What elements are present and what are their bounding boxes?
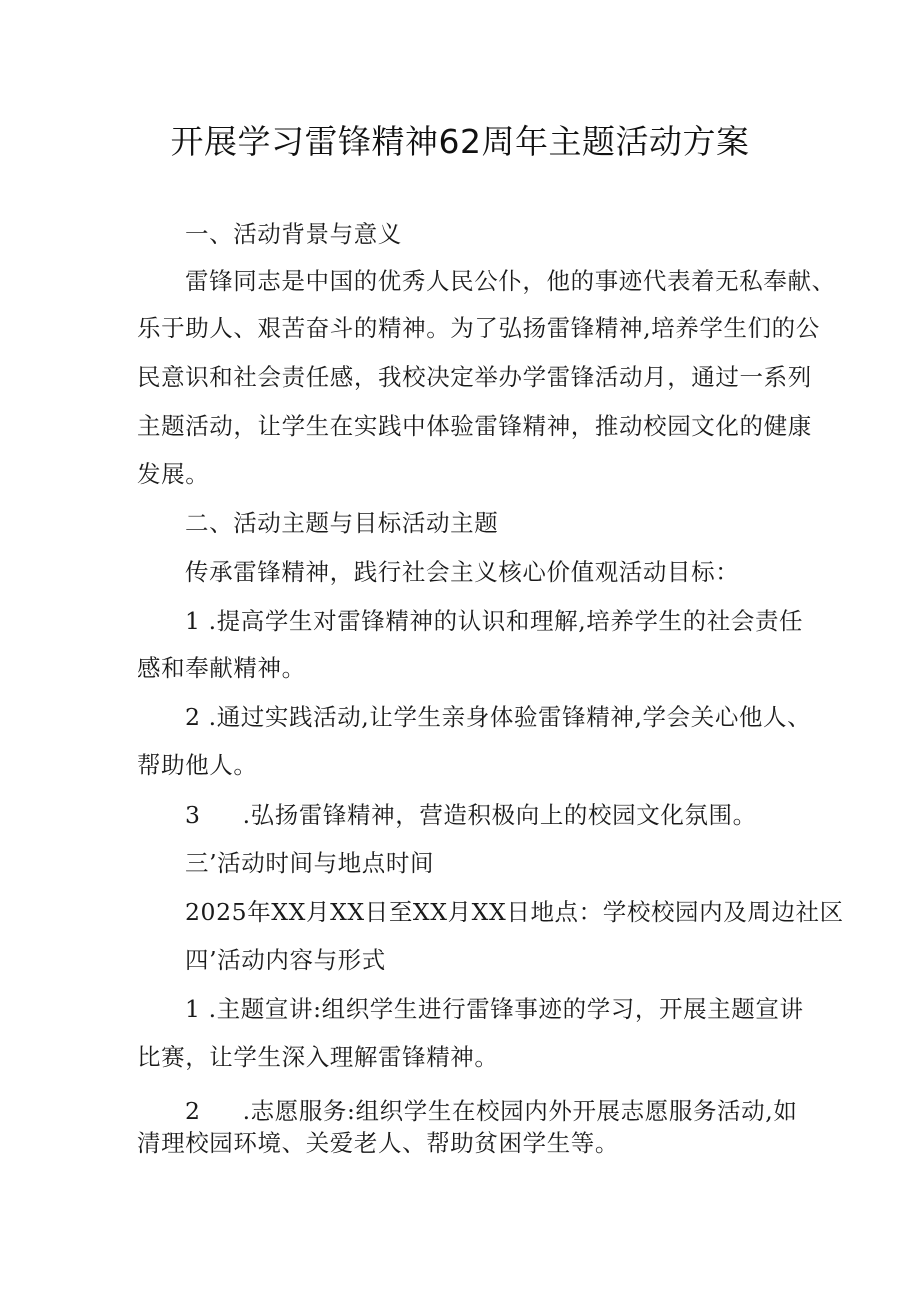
document-title: 开展学习雷锋精神62周年主题活动方案 bbox=[170, 122, 750, 161]
list-item-line bbox=[185, 1096, 797, 1126]
paragraph-line: 主题活动，让学生在实践中体验雷锋精神，推动校园文化的健康 bbox=[137, 412, 812, 440]
paragraph-line: 民意识和社会责任感，我校决定举办学雷锋活动月，通过一系列 bbox=[137, 363, 812, 391]
list-item-number: 2 bbox=[185, 1097, 201, 1125]
section-heading-4: 四’活动内容与形式 bbox=[185, 946, 386, 974]
list-item-line: 1 .提高学生对雷锋精神的认识和理解,培养学生的社会责任 bbox=[185, 607, 804, 635]
list-item-line: 1 .主题宣讲:组织学生进行雷锋事迹的学习，开展主题宣讲 bbox=[185, 995, 804, 1023]
list-item-line: 帮助他人。 bbox=[137, 751, 258, 779]
paragraph-line: 传承雷锋精神，践行社会主义核心价值观活动目标： bbox=[185, 558, 740, 586]
list-item-text: .弘扬雷锋精神，营造积极向上的校园文化氛围。 bbox=[242, 801, 757, 829]
list-item-line: 2 .通过实践活动,让学生亲身体验雷锋精神,学会关心他人、 bbox=[185, 703, 812, 731]
list-item-number: 3 bbox=[185, 801, 201, 829]
section-heading-1: 一、活动背景与意义 bbox=[185, 220, 402, 248]
section-heading-3: 三’活动时间与地点时间 bbox=[185, 849, 435, 877]
list-item-line: 清理校园环境、关爱老人、帮助贫困学生等。 bbox=[137, 1129, 619, 1157]
paragraph-line: 2025年XX月XX日至XX月XX日地点：学校校园内及周边社区 bbox=[185, 898, 844, 926]
paragraph-line: 发展。 bbox=[137, 460, 210, 488]
list-item-text: .志愿服务:组织学生在校园内外开展志愿服务活动,如 bbox=[242, 1097, 798, 1125]
list-item-line bbox=[185, 800, 757, 830]
paragraph-line: 乐于助人、艰苦奋斗的精神。为了弘扬雷锋精神,培养学生们的公 bbox=[137, 314, 820, 342]
paragraph-line: 雷锋同志是中国的优秀人民公仆，他的事迹代表着无私奉献、 bbox=[185, 267, 836, 295]
section-heading-2: 二、活动主题与目标活动主题 bbox=[185, 509, 499, 537]
list-item-line: 比赛，让学生深入理解雷锋精神。 bbox=[137, 1043, 499, 1071]
list-item-line: 感和奉献精神。 bbox=[137, 654, 306, 682]
